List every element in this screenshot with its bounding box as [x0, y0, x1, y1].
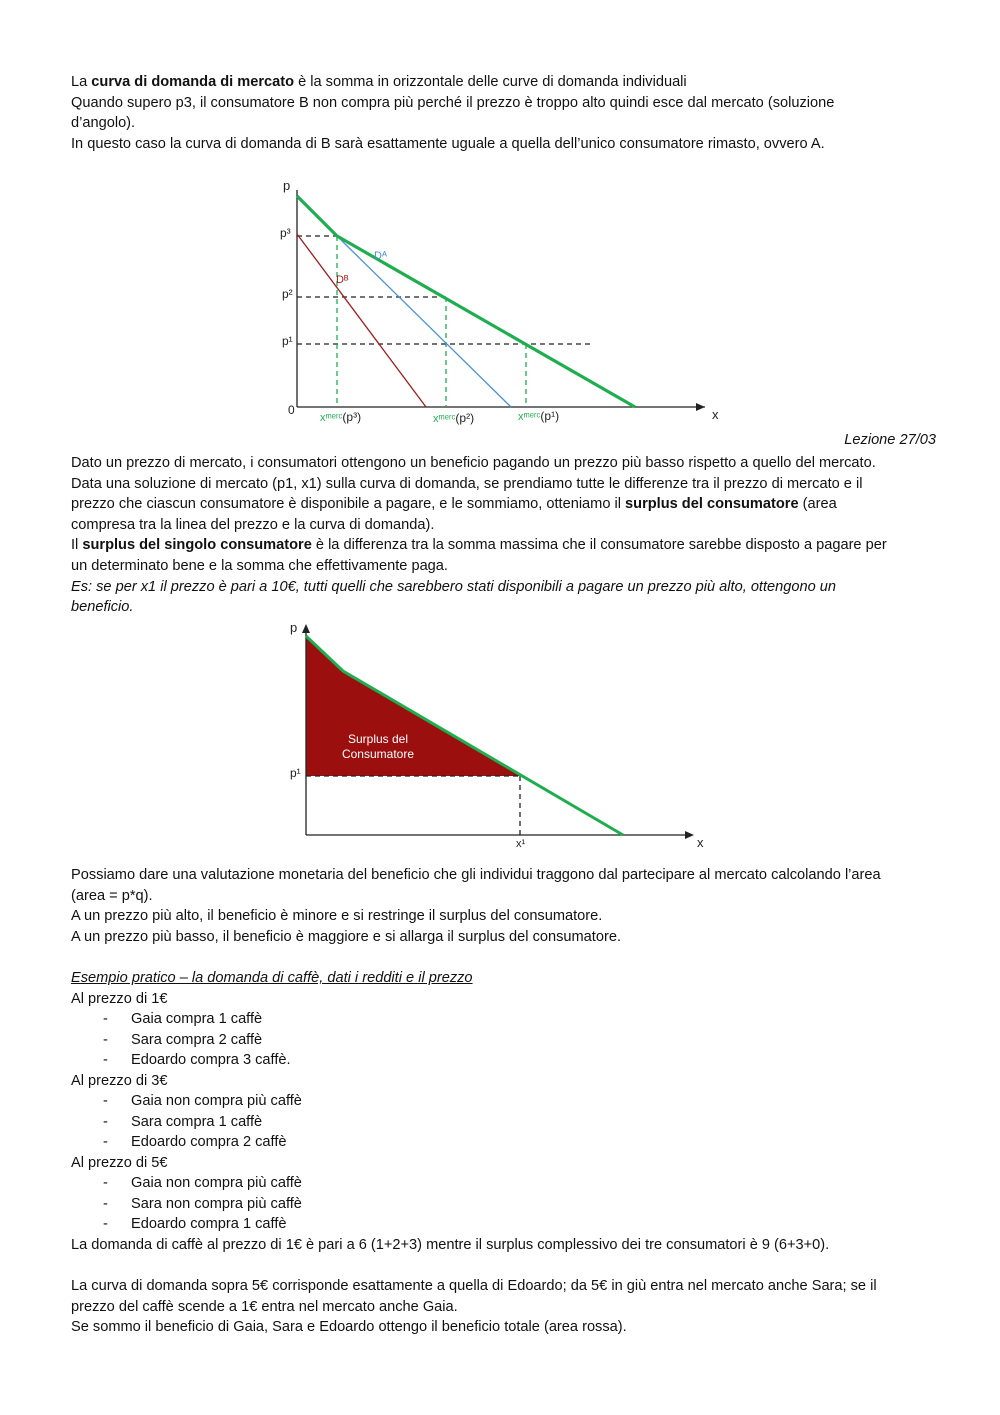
list-item: [71, 1214, 302, 1235]
text-line: un determinato bene e la somma che effettivamente paga.: [71, 557, 448, 574]
dash-marker: -: [103, 1195, 108, 1212]
list-price-1: [71, 1009, 291, 1071]
dash-marker: -: [103, 1134, 108, 1151]
dash-marker: -: [103, 1052, 108, 1069]
x-axis-arrow: [685, 831, 694, 839]
example-title: [71, 968, 941, 1009]
text-line: Se sommo il beneficio di Gaia, Sara e Edoardo ottengo il beneficio totale (area rossa).: [71, 1319, 627, 1336]
y-axis-arrow: [302, 624, 310, 633]
x-axis-arrow: [696, 403, 705, 411]
list-item-text: Edoardo compra 2 caffè: [131, 1134, 287, 1151]
list-item: [71, 1050, 291, 1071]
tick-label-p1: p¹: [282, 334, 293, 348]
group-heading: Al prezzo di 3€: [71, 1073, 168, 1089]
text-line: A un prezzo più basso, il beneficio è maggiore e si allarga il surplus del consumatore.: [71, 928, 622, 945]
list-item: [71, 1091, 302, 1112]
dash-marker: -: [103, 1031, 108, 1048]
text-line: (area = p*q).: [71, 887, 153, 904]
text-line: La curva di domanda sopra 5€ corrisponde esattamente a quella di Edoardo; da 5€ in giù entra nel mercato anche Sara; se il: [71, 1278, 877, 1294]
text-line: prezzo del caffè scende a 1€ entra nel mercato anche Gaia.: [71, 1298, 458, 1315]
paragraph-monetary-valuation: [71, 865, 941, 947]
text-line: compresa tra la linea del prezzo e la curva di domanda).: [71, 516, 435, 533]
list-item: [71, 1009, 291, 1030]
example-summary: [71, 1235, 941, 1256]
group-heading-price-3: [71, 1071, 941, 1092]
list-item-text: Gaia non compra più caffè: [131, 1175, 302, 1191]
group-heading: Al prezzo di 5€: [71, 1155, 168, 1171]
paragraph-market-demand: [71, 72, 941, 154]
paragraph-total-benefit: [71, 1276, 941, 1338]
italic-example: beneficio.: [71, 599, 134, 616]
text-fragment: Il: [71, 537, 83, 554]
text-fragment: è la somma in orizzontale delle curve di domanda individuali: [294, 74, 687, 90]
list-item-text: Sara compra 2 caffè: [131, 1031, 263, 1048]
dash-marker: -: [103, 1175, 108, 1191]
text-line: [71, 72, 941, 93]
list-item: [71, 1173, 302, 1194]
tick-label-p3: p³: [280, 226, 291, 240]
bold-term: curva di domanda di mercato: [91, 74, 295, 90]
tick-label-x1: x¹: [516, 838, 526, 850]
text-line: In questo caso la curva di domanda di B sarà esattamente uguale a quella dell’unico consumatore rimasto, ovvero A.: [71, 135, 825, 152]
list-item: [71, 1112, 302, 1133]
text-fragment: prezzo che ciascun consumatore è disponibile a pagare, e le sommiamo, otteniamo il: [71, 496, 626, 513]
text-line: [71, 494, 941, 515]
list-item: [71, 1194, 302, 1215]
bold-term: surplus del singolo consumatore: [82, 537, 312, 554]
market-demand-chart: [270, 170, 740, 430]
dash-marker: -: [103, 1093, 108, 1109]
list-item: [71, 1030, 291, 1051]
text-line: A un prezzo più alto, il beneficio è minore e si restringe il surplus del consumatore.: [71, 908, 603, 925]
text-fragment: è la differenza tra la somma massima che il consumatore sarebbe disposto a pagare per: [311, 537, 887, 554]
bold-term: surplus del consumatore: [625, 496, 799, 513]
y-axis-label: p: [290, 620, 298, 635]
tick-label-xmerc-p3: xᵐᵉʳᶜ(p³): [320, 410, 362, 424]
surplus-label-line1: Surplus del: [347, 732, 409, 746]
curve-label-A: Dᴬ: [374, 250, 387, 262]
list-item-text: Edoardo compra 3 caffè.: [131, 1052, 291, 1069]
list-item-text: Sara non compra più caffè: [131, 1195, 302, 1212]
list-price-3: [71, 1091, 302, 1153]
text-fragment: La: [71, 74, 92, 90]
list-item-text: Edoardo compra 1 caffè: [131, 1216, 287, 1233]
tick-label-xmerc-p2: xᵐᵉʳᶜ(p²): [433, 411, 475, 425]
text-line: Esempio pratico – la domanda di caffè, dati i redditi e il prezzo: [71, 970, 473, 986]
tick-label-p1: p¹: [290, 766, 301, 780]
curve-label-B: Dᴮ: [336, 274, 349, 286]
text-line: Dato un prezzo di mercato, i consumatori ottengono un beneficio pagando un prezzo più basso rispetto a quello del mercato.: [71, 455, 876, 471]
text-line: Quando supero p3, il consumatore B non compra più perché il prezzo è troppo alto quindi esce dal mercato (soluzione: [71, 94, 835, 111]
dash-marker: -: [103, 1216, 108, 1233]
dash-marker: -: [103, 1113, 108, 1130]
list-item-text: Gaia compra 1 caffè: [131, 1011, 263, 1027]
text-line: d’angolo).: [71, 115, 136, 132]
list-item-text: Sara compra 1 caffè: [131, 1113, 263, 1130]
x-axis-label: x: [697, 835, 704, 850]
group-heading-price-5: [71, 1153, 941, 1174]
surplus-label-line2: Consumatore: [341, 747, 415, 761]
origin-label: 0: [288, 403, 295, 417]
list-item: [71, 1132, 302, 1153]
lesson-date: Lezione 27/03: [844, 432, 936, 448]
list-price-5: [71, 1173, 302, 1235]
x-axis-label: x: [712, 407, 719, 422]
text-line: Possiamo dare una valutazione monetaria del beneficio che gli individui traggono dal partecipare al mercato calcolando l’area: [71, 867, 881, 883]
y-axis-label: p: [283, 178, 291, 193]
text-line: La domanda di caffè al prezzo di 1€ è pari a 6 (1+2+3) mentre il surplus complessivo dei tre consumatori è 9 (6+3+0).: [71, 1237, 830, 1253]
consumer-surplus-chart: [280, 618, 720, 853]
paragraph-consumer-surplus: [71, 453, 941, 618]
text-line: [71, 535, 941, 556]
italic-example: Es: se per x1 il prezzo è pari a 10€, tutti quelli che sarebbero stati disponibili a pagare un prezzo più alto, ottengono un: [71, 578, 837, 595]
group-heading: Al prezzo di 1€: [71, 990, 168, 1007]
list-item-text: Gaia non compra più caffè: [131, 1093, 302, 1109]
tick-label-p2: p²: [282, 287, 293, 301]
text-line: [71, 577, 941, 598]
tick-label-xmerc-p1: xᵐᵉʳᶜ(p¹): [518, 409, 560, 423]
text-line: [71, 597, 941, 618]
dash-marker: -: [103, 1011, 108, 1027]
text-line: Data una soluzione di mercato (p1, x1) sulla curva di domanda, se prendiamo tutte le differenze tra il prezzo di mercato e il: [71, 475, 863, 492]
text-fragment: (area: [798, 496, 837, 513]
